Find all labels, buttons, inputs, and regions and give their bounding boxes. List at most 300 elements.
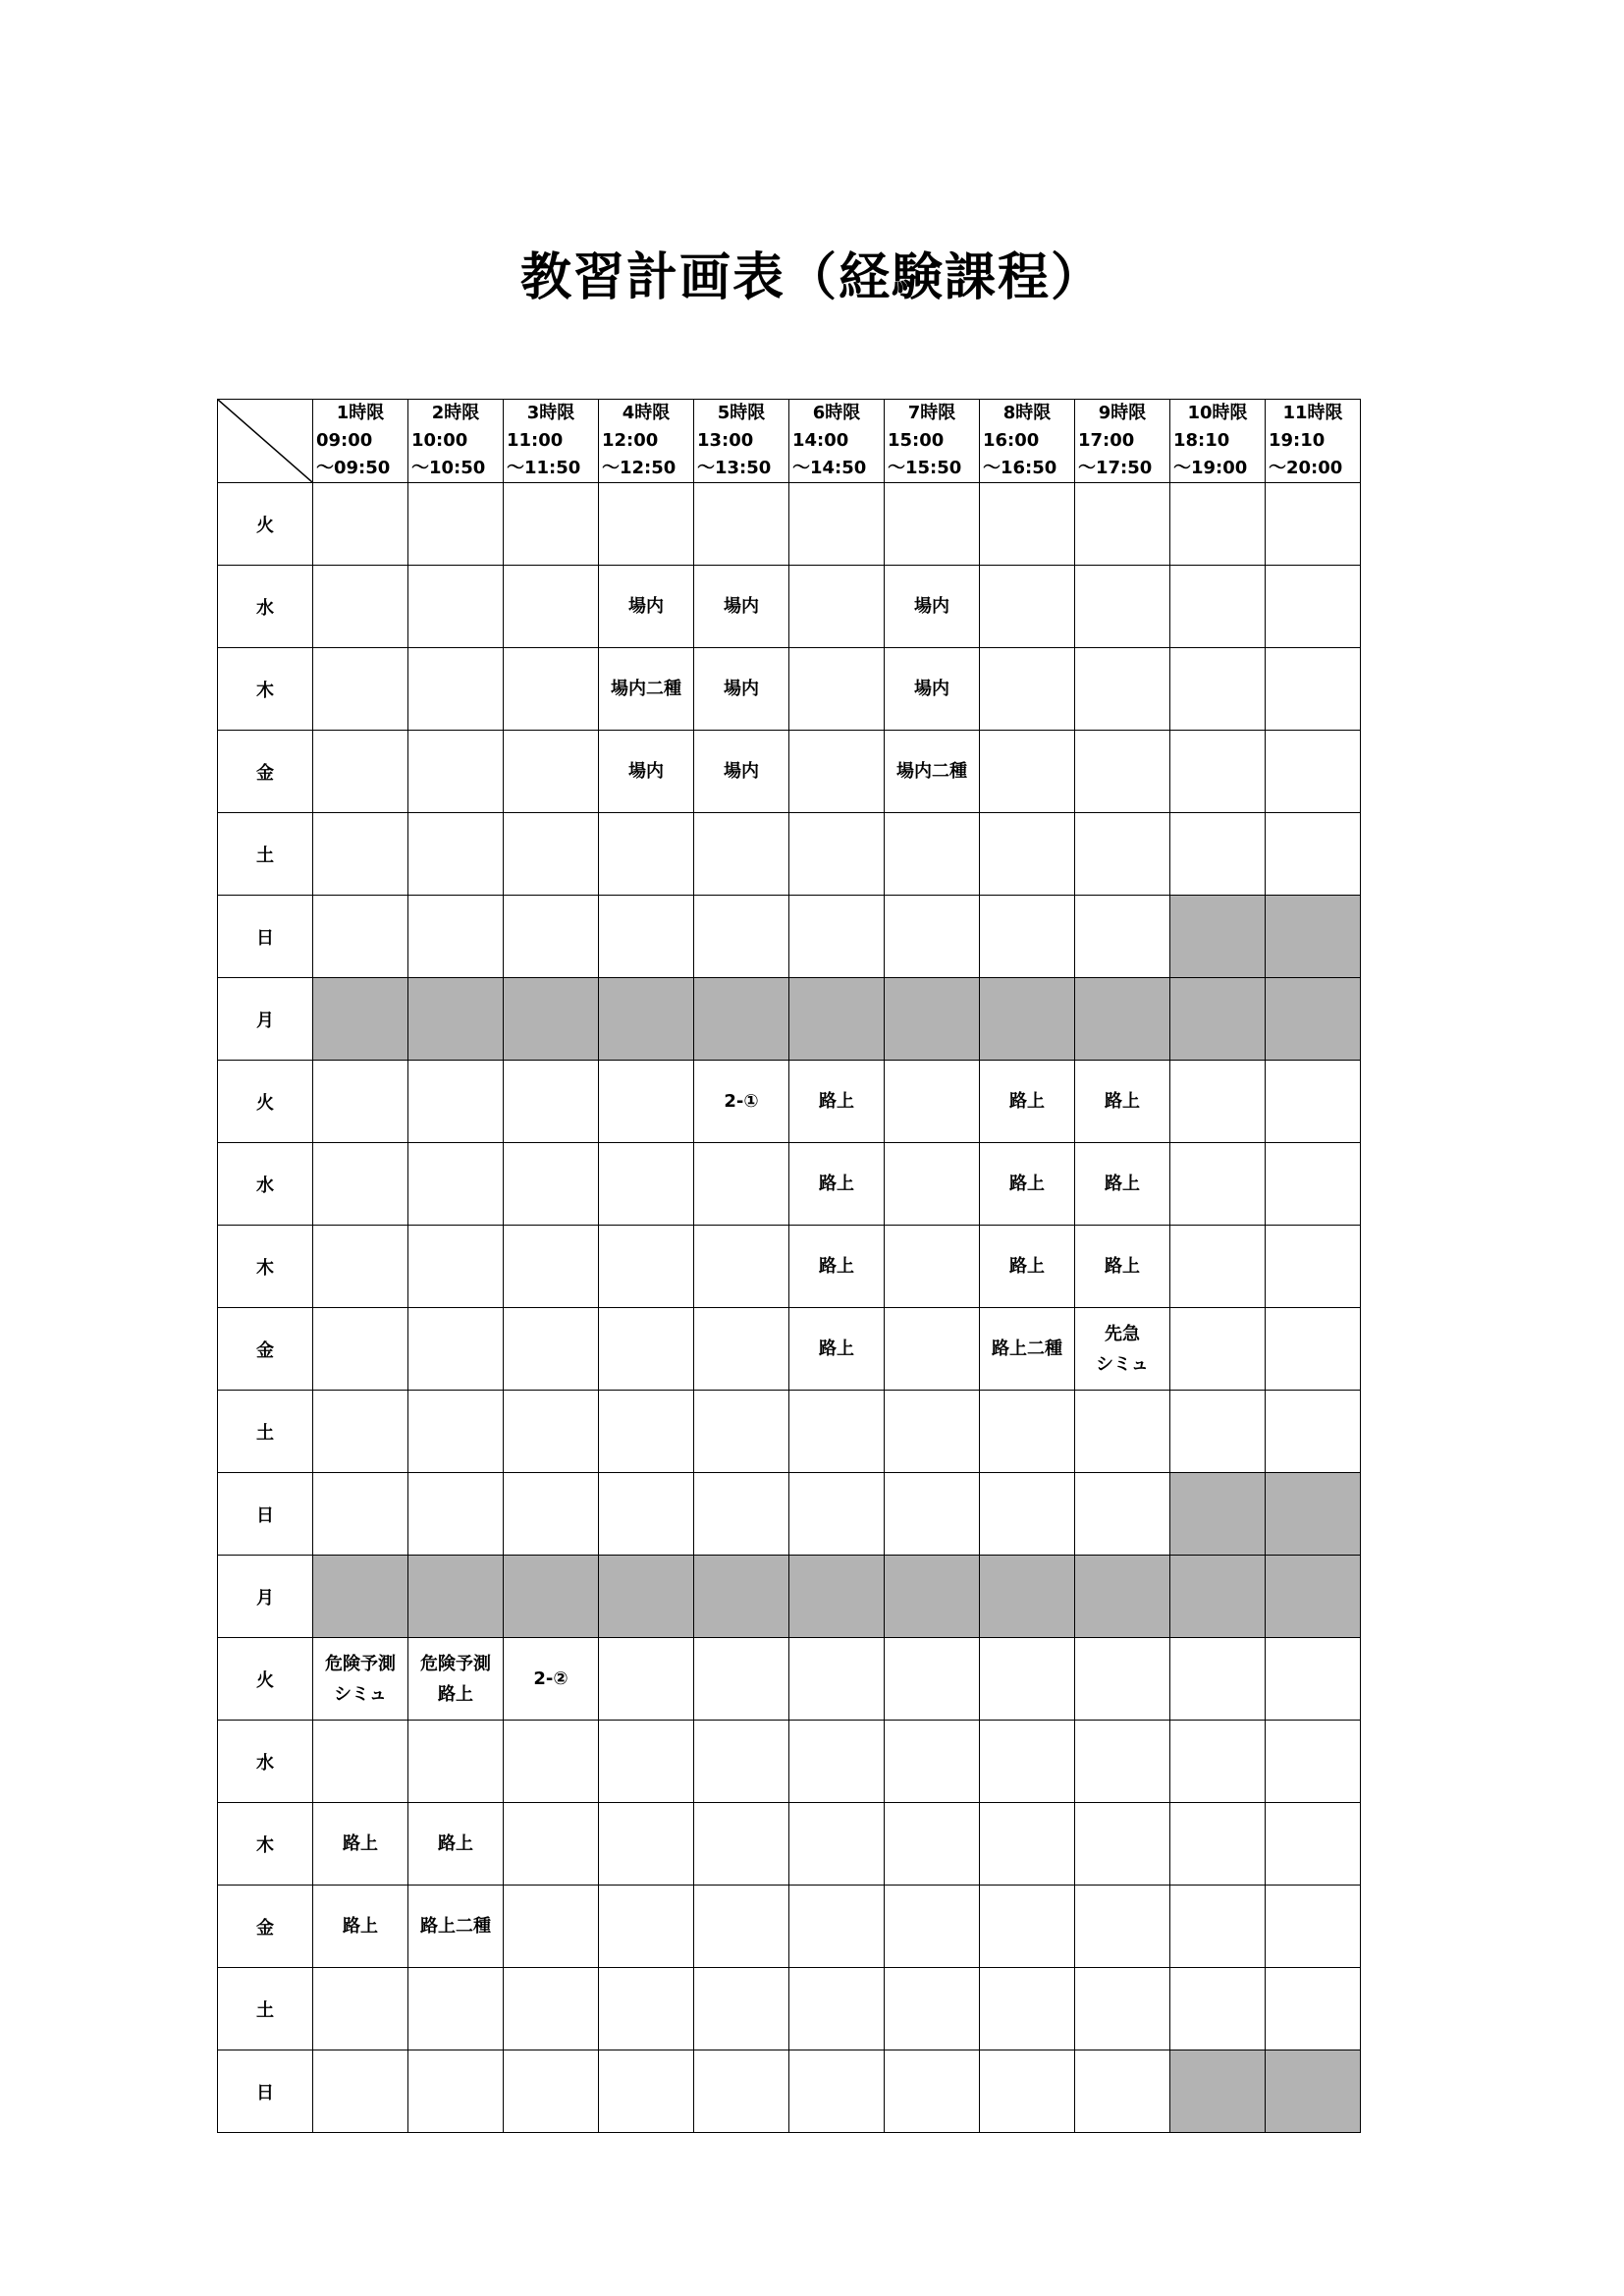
schedule-row bbox=[218, 1721, 1361, 1803]
lesson-cell bbox=[504, 1143, 599, 1226]
lesson-cell bbox=[789, 566, 885, 648]
lesson-cell bbox=[599, 2050, 694, 2133]
period-end: ～10:50 bbox=[411, 458, 486, 478]
day-label: 金 bbox=[218, 1308, 313, 1391]
unavailable-cell bbox=[504, 1556, 599, 1638]
lesson-cell bbox=[885, 1638, 980, 1721]
unavailable-cell bbox=[313, 978, 408, 1061]
lesson-cell bbox=[408, 2050, 504, 2133]
lesson-cell bbox=[980, 896, 1075, 978]
lesson-cell bbox=[885, 1721, 980, 1803]
lesson-cell bbox=[599, 1968, 694, 2050]
lesson-cell bbox=[1075, 813, 1170, 896]
day-label: 土 bbox=[218, 813, 313, 896]
lesson-cell bbox=[408, 566, 504, 648]
period-header bbox=[885, 400, 980, 483]
lesson-cell bbox=[1266, 1721, 1361, 1803]
lesson-cell bbox=[694, 1391, 789, 1473]
period-label: 5時限 bbox=[717, 403, 766, 423]
period-label: 11時限 bbox=[1282, 403, 1343, 423]
lesson-cell bbox=[1170, 566, 1266, 648]
lesson-cell bbox=[694, 2050, 789, 2133]
unavailable-cell bbox=[1170, 1556, 1266, 1638]
lesson-cell bbox=[504, 483, 599, 566]
lesson-cell bbox=[408, 1061, 504, 1143]
lesson-cell bbox=[789, 1803, 885, 1886]
lesson-cell bbox=[599, 1473, 694, 1556]
lesson-cell bbox=[1075, 2050, 1170, 2133]
schedule-row bbox=[218, 1556, 1361, 1638]
lesson-cell bbox=[980, 1803, 1075, 1886]
lesson-cell bbox=[504, 1308, 599, 1391]
lesson-cell bbox=[885, 1473, 980, 1556]
lesson-cell bbox=[789, 896, 885, 978]
period-label: 7時限 bbox=[907, 403, 956, 423]
lesson-cell: 路上二種 bbox=[408, 1886, 504, 1968]
period-label: 9時限 bbox=[1098, 403, 1147, 423]
lesson-cell bbox=[885, 1143, 980, 1226]
day-label: 火 bbox=[218, 1638, 313, 1721]
lesson-cell bbox=[980, 731, 1075, 813]
period-header bbox=[408, 400, 504, 483]
day-label: 金 bbox=[218, 1886, 313, 1968]
lesson-cell bbox=[408, 1391, 504, 1473]
period-end: ～15:50 bbox=[888, 458, 962, 478]
lesson-cell bbox=[694, 1226, 789, 1308]
lesson-cell bbox=[885, 1308, 980, 1391]
unavailable-cell bbox=[1075, 1556, 1170, 1638]
lesson-cell bbox=[504, 2050, 599, 2133]
lesson-cell bbox=[694, 813, 789, 896]
unavailable-cell bbox=[408, 978, 504, 1061]
lesson-cell bbox=[885, 1968, 980, 2050]
lesson-cell bbox=[694, 1886, 789, 1968]
period-label: 10時限 bbox=[1187, 403, 1248, 423]
lesson-cell bbox=[1170, 813, 1266, 896]
unavailable-cell bbox=[1170, 2050, 1266, 2133]
lesson-cell bbox=[504, 896, 599, 978]
day-label: 日 bbox=[218, 2050, 313, 2133]
lesson-cell bbox=[1170, 483, 1266, 566]
lesson-cell bbox=[694, 1308, 789, 1391]
day-label: 土 bbox=[218, 1968, 313, 2050]
day-label: 日 bbox=[218, 896, 313, 978]
period-start: 16:00 bbox=[983, 430, 1040, 451]
schedule-body bbox=[218, 483, 1361, 2133]
lesson-cell bbox=[885, 813, 980, 896]
period-end: ～11:50 bbox=[507, 458, 581, 478]
unavailable-cell bbox=[1075, 978, 1170, 1061]
lesson-cell bbox=[694, 1143, 789, 1226]
period-start: 09:00 bbox=[316, 430, 373, 451]
lesson-cell bbox=[313, 896, 408, 978]
period-end: ～14:50 bbox=[792, 458, 867, 478]
lesson-cell bbox=[1075, 1968, 1170, 2050]
lesson-cell: 路上 bbox=[1075, 1226, 1170, 1308]
lesson-line: 危険予測 bbox=[325, 1653, 396, 1674]
diagonal-line bbox=[218, 400, 312, 482]
schedule-table bbox=[217, 399, 1361, 2133]
period-start: 18:10 bbox=[1173, 430, 1230, 451]
unavailable-cell bbox=[1266, 1473, 1361, 1556]
lesson-cell: 場内 bbox=[599, 566, 694, 648]
schedule-row bbox=[218, 2050, 1361, 2133]
period-header bbox=[504, 400, 599, 483]
schedule-row bbox=[218, 978, 1361, 1061]
lesson-cell: 2-② bbox=[504, 1638, 599, 1721]
lesson-cell bbox=[1266, 1226, 1361, 1308]
period-start: 19:10 bbox=[1269, 430, 1326, 451]
lesson-cell bbox=[313, 1473, 408, 1556]
lesson-cell bbox=[980, 1473, 1075, 1556]
lesson-cell bbox=[599, 1803, 694, 1886]
period-label: 4時限 bbox=[622, 403, 671, 423]
unavailable-cell bbox=[1266, 896, 1361, 978]
lesson-cell bbox=[504, 1061, 599, 1143]
lesson-cell bbox=[980, 1638, 1075, 1721]
lesson-cell bbox=[694, 896, 789, 978]
unavailable-cell bbox=[313, 1556, 408, 1638]
lesson-cell bbox=[1170, 1886, 1266, 1968]
lesson-cell bbox=[504, 813, 599, 896]
period-header bbox=[980, 400, 1075, 483]
lesson-cell bbox=[1170, 648, 1266, 731]
lesson-cell bbox=[313, 483, 408, 566]
lesson-cell bbox=[313, 1308, 408, 1391]
lesson-cell bbox=[1266, 731, 1361, 813]
lesson-cell bbox=[789, 1721, 885, 1803]
period-label: 3時限 bbox=[526, 403, 575, 423]
lesson-cell bbox=[313, 1638, 408, 1721]
lesson-cell bbox=[694, 1968, 789, 2050]
lesson-cell bbox=[789, 1391, 885, 1473]
lesson-cell bbox=[408, 648, 504, 731]
lesson-cell bbox=[789, 1968, 885, 2050]
lesson-cell bbox=[313, 731, 408, 813]
lesson-cell: 路上 bbox=[789, 1226, 885, 1308]
lesson-cell bbox=[408, 731, 504, 813]
schedule-row bbox=[218, 1886, 1361, 1968]
unavailable-cell bbox=[694, 978, 789, 1061]
lesson-cell bbox=[313, 1143, 408, 1226]
schedule-row bbox=[218, 1061, 1361, 1143]
lesson-cell: 路上 bbox=[789, 1308, 885, 1391]
unavailable-cell bbox=[1170, 896, 1266, 978]
lesson-cell bbox=[789, 813, 885, 896]
schedule-row bbox=[218, 648, 1361, 731]
period-header bbox=[313, 400, 408, 483]
lesson-cell bbox=[885, 483, 980, 566]
lesson-cell bbox=[1170, 731, 1266, 813]
lesson-cell bbox=[1170, 1391, 1266, 1473]
lesson-cell bbox=[408, 896, 504, 978]
period-label: 1時限 bbox=[336, 403, 385, 423]
lesson-cell: 路上 bbox=[789, 1143, 885, 1226]
unavailable-cell bbox=[1266, 978, 1361, 1061]
lesson-cell bbox=[1170, 1803, 1266, 1886]
day-label: 木 bbox=[218, 1803, 313, 1886]
day-label: 水 bbox=[218, 1143, 313, 1226]
lesson-cell bbox=[1170, 1968, 1266, 2050]
period-start: 17:00 bbox=[1078, 430, 1135, 451]
period-header bbox=[599, 400, 694, 483]
lesson-cell bbox=[1075, 1721, 1170, 1803]
lesson-cell bbox=[504, 1886, 599, 1968]
lesson-cell bbox=[1266, 1968, 1361, 2050]
period-label: 8時限 bbox=[1002, 403, 1052, 423]
lesson-cell bbox=[789, 731, 885, 813]
period-end: ～20:00 bbox=[1269, 458, 1343, 478]
lesson-cell bbox=[980, 1721, 1075, 1803]
lesson-cell bbox=[504, 1391, 599, 1473]
lesson-cell bbox=[694, 1473, 789, 1556]
lesson-cell bbox=[1075, 896, 1170, 978]
lesson-cell bbox=[1075, 1638, 1170, 1721]
lesson-cell bbox=[504, 648, 599, 731]
unavailable-cell bbox=[599, 978, 694, 1061]
schedule-row bbox=[218, 1638, 1361, 1721]
unavailable-cell bbox=[789, 978, 885, 1061]
period-end: ～17:50 bbox=[1078, 458, 1153, 478]
lesson-cell bbox=[408, 1308, 504, 1391]
period-header bbox=[789, 400, 885, 483]
lesson-cell bbox=[885, 1886, 980, 1968]
lesson-cell bbox=[980, 1886, 1075, 1968]
lesson-cell bbox=[789, 1638, 885, 1721]
schedule-row bbox=[218, 731, 1361, 813]
lesson-cell bbox=[1266, 1061, 1361, 1143]
lesson-cell: 場内 bbox=[694, 648, 789, 731]
period-start: 13:00 bbox=[697, 430, 754, 451]
lesson-cell bbox=[1170, 1143, 1266, 1226]
lesson-cell: 場内 bbox=[885, 566, 980, 648]
period-start: 11:00 bbox=[507, 430, 564, 451]
schedule-row bbox=[218, 1308, 1361, 1391]
period-start: 15:00 bbox=[888, 430, 945, 451]
unavailable-cell bbox=[1170, 978, 1266, 1061]
lesson-cell bbox=[1266, 1391, 1361, 1473]
lesson-cell bbox=[980, 1391, 1075, 1473]
lesson-cell bbox=[599, 813, 694, 896]
lesson-cell bbox=[1075, 648, 1170, 731]
lesson-cell bbox=[599, 1721, 694, 1803]
lesson-cell: 路上 bbox=[313, 1886, 408, 1968]
schedule-row bbox=[218, 1391, 1361, 1473]
schedule-row bbox=[218, 1226, 1361, 1308]
day-label: 木 bbox=[218, 648, 313, 731]
header-row bbox=[218, 400, 1361, 483]
schedule-row bbox=[218, 896, 1361, 978]
unavailable-cell bbox=[885, 1556, 980, 1638]
lesson-cell bbox=[599, 483, 694, 566]
lesson-line: シミュ bbox=[334, 1683, 387, 1705]
lesson-cell bbox=[504, 1226, 599, 1308]
lesson-cell bbox=[1170, 1638, 1266, 1721]
lesson-cell bbox=[599, 1061, 694, 1143]
lesson-cell: 路上 bbox=[313, 1803, 408, 1886]
day-label: 土 bbox=[218, 1391, 313, 1473]
lesson-cell bbox=[980, 648, 1075, 731]
lesson-cell bbox=[1170, 1721, 1266, 1803]
lesson-cell bbox=[504, 1721, 599, 1803]
lesson-cell bbox=[408, 1226, 504, 1308]
schedule-row bbox=[218, 1473, 1361, 1556]
period-label: 2時限 bbox=[431, 403, 480, 423]
lesson-line: 先急 bbox=[1105, 1323, 1140, 1344]
unavailable-cell bbox=[1170, 1473, 1266, 1556]
lesson-cell bbox=[694, 483, 789, 566]
period-start: 12:00 bbox=[602, 430, 659, 451]
lesson-cell bbox=[408, 813, 504, 896]
lesson-cell: 路上 bbox=[1075, 1143, 1170, 1226]
day-label: 木 bbox=[218, 1226, 313, 1308]
lesson-cell bbox=[599, 1391, 694, 1473]
lesson-cell bbox=[504, 1473, 599, 1556]
lesson-cell bbox=[408, 1968, 504, 2050]
day-label: 火 bbox=[218, 483, 313, 566]
lesson-cell bbox=[1170, 1061, 1266, 1143]
lesson-cell: 場内 bbox=[694, 566, 789, 648]
unavailable-cell bbox=[980, 978, 1075, 1061]
lesson-cell: 場内二種 bbox=[885, 731, 980, 813]
day-label: 金 bbox=[218, 731, 313, 813]
lesson-cell bbox=[1266, 813, 1361, 896]
period-header bbox=[1170, 400, 1266, 483]
day-label: 月 bbox=[218, 978, 313, 1061]
period-end: ～09:50 bbox=[316, 458, 391, 478]
lesson-cell bbox=[980, 2050, 1075, 2133]
lesson-cell bbox=[980, 813, 1075, 896]
unavailable-cell bbox=[1266, 2050, 1361, 2133]
unavailable-cell bbox=[885, 978, 980, 1061]
day-label: 火 bbox=[218, 1061, 313, 1143]
lesson-cell bbox=[313, 1968, 408, 2050]
day-label: 水 bbox=[218, 566, 313, 648]
unavailable-cell bbox=[980, 1556, 1075, 1638]
corner-cell bbox=[218, 400, 313, 483]
period-label: 6時限 bbox=[812, 403, 861, 423]
lesson-cell bbox=[1075, 1803, 1170, 1886]
lesson-cell bbox=[980, 483, 1075, 566]
lesson-cell bbox=[1170, 1308, 1266, 1391]
lesson-cell bbox=[313, 1226, 408, 1308]
lesson-cell bbox=[694, 1721, 789, 1803]
lesson-cell bbox=[1075, 566, 1170, 648]
lesson-line: シミュ bbox=[1096, 1353, 1149, 1375]
period-end: ～12:50 bbox=[602, 458, 677, 478]
lesson-cell bbox=[885, 896, 980, 978]
lesson-cell bbox=[694, 1803, 789, 1886]
lesson-cell bbox=[885, 1226, 980, 1308]
day-label: 水 bbox=[218, 1721, 313, 1803]
lesson-cell bbox=[313, 1721, 408, 1803]
lesson-cell: 路上 bbox=[980, 1143, 1075, 1226]
lesson-cell bbox=[789, 1886, 885, 1968]
period-end: ～16:50 bbox=[983, 458, 1057, 478]
lesson-cell bbox=[408, 1143, 504, 1226]
unavailable-cell bbox=[789, 1556, 885, 1638]
unavailable-cell bbox=[408, 1556, 504, 1638]
lesson-cell bbox=[408, 1721, 504, 1803]
day-label: 月 bbox=[218, 1556, 313, 1638]
day-label: 日 bbox=[218, 1473, 313, 1556]
lesson-cell bbox=[504, 1803, 599, 1886]
lesson-cell bbox=[313, 813, 408, 896]
lesson-cell bbox=[789, 1473, 885, 1556]
lesson-cell bbox=[1075, 1886, 1170, 1968]
lesson-cell bbox=[789, 483, 885, 566]
lesson-cell bbox=[1266, 483, 1361, 566]
unavailable-cell bbox=[504, 978, 599, 1061]
lesson-cell bbox=[1266, 1308, 1361, 1391]
lesson-cell bbox=[885, 2050, 980, 2133]
lesson-cell bbox=[313, 648, 408, 731]
schedule-row bbox=[218, 1803, 1361, 1886]
lesson-cell bbox=[408, 1473, 504, 1556]
lesson-cell bbox=[504, 1968, 599, 2050]
lesson-cell bbox=[789, 2050, 885, 2133]
lesson-cell bbox=[313, 1061, 408, 1143]
period-end: ～13:50 bbox=[697, 458, 772, 478]
schedule-row bbox=[218, 483, 1361, 566]
lesson-cell bbox=[1075, 1391, 1170, 1473]
lesson-cell: 2-① bbox=[694, 1061, 789, 1143]
lesson-cell bbox=[694, 1638, 789, 1721]
lesson-line: 路上 bbox=[438, 1683, 473, 1705]
lesson-cell bbox=[885, 1803, 980, 1886]
unavailable-cell bbox=[599, 1556, 694, 1638]
lesson-cell bbox=[1075, 731, 1170, 813]
lesson-cell bbox=[313, 2050, 408, 2133]
lesson-cell bbox=[504, 566, 599, 648]
lesson-cell bbox=[1266, 1803, 1361, 1886]
lesson-cell bbox=[408, 483, 504, 566]
lesson-cell bbox=[980, 566, 1075, 648]
lesson-cell bbox=[408, 1638, 504, 1721]
lesson-cell bbox=[1266, 1638, 1361, 1721]
lesson-cell bbox=[885, 1061, 980, 1143]
unavailable-cell bbox=[694, 1556, 789, 1638]
lesson-line: 危険予測 bbox=[420, 1653, 491, 1674]
lesson-cell bbox=[504, 731, 599, 813]
lesson-cell bbox=[599, 1226, 694, 1308]
lesson-cell bbox=[980, 1968, 1075, 2050]
lesson-cell: 場内 bbox=[885, 648, 980, 731]
schedule-row bbox=[218, 566, 1361, 648]
period-header bbox=[694, 400, 789, 483]
lesson-cell: 路上 bbox=[789, 1061, 885, 1143]
lesson-cell bbox=[599, 1143, 694, 1226]
lesson-cell: 場内 bbox=[694, 731, 789, 813]
lesson-cell bbox=[1075, 1473, 1170, 1556]
lesson-cell: 場内二種 bbox=[599, 648, 694, 731]
period-header bbox=[1075, 400, 1170, 483]
lesson-cell bbox=[1266, 648, 1361, 731]
lesson-cell: 路上 bbox=[408, 1803, 504, 1886]
lesson-cell bbox=[313, 1391, 408, 1473]
schedule-row bbox=[218, 813, 1361, 896]
lesson-cell bbox=[599, 1308, 694, 1391]
schedule-row bbox=[218, 1968, 1361, 2050]
unavailable-cell bbox=[1266, 1556, 1361, 1638]
lesson-cell: 路上二種 bbox=[980, 1308, 1075, 1391]
lesson-cell bbox=[1266, 1143, 1361, 1226]
lesson-cell bbox=[599, 1886, 694, 1968]
period-start: 14:00 bbox=[792, 430, 849, 451]
lesson-cell bbox=[1075, 1308, 1170, 1391]
lesson-cell bbox=[599, 1638, 694, 1721]
lesson-cell: 路上 bbox=[1075, 1061, 1170, 1143]
